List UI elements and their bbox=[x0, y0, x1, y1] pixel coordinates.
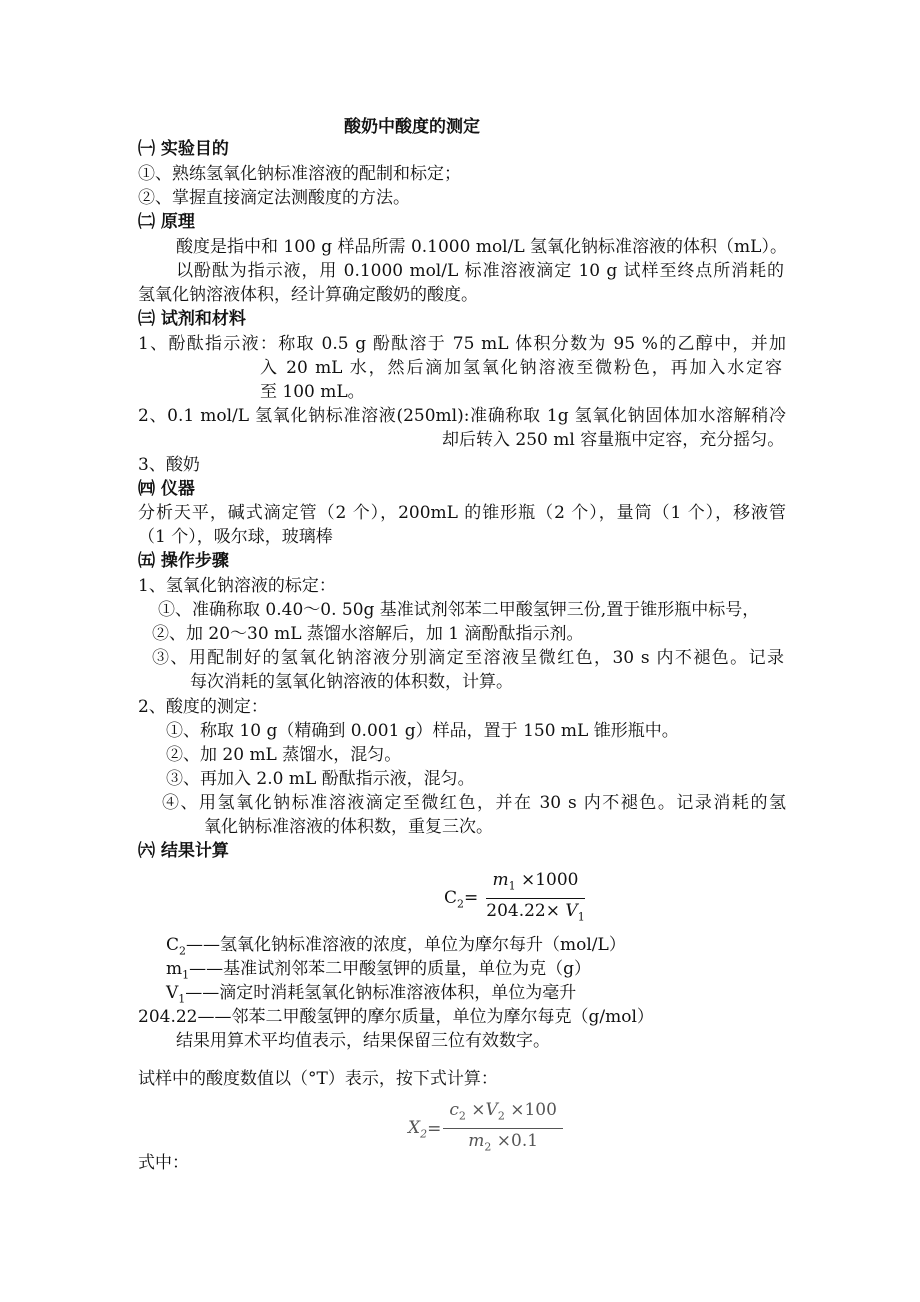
s3-reagent-1c: 至 100 mL。 bbox=[260, 382, 365, 402]
s3-reagent-2b: 却后转入 250 ml 容量瓶中定容，充分摇匀。 bbox=[442, 430, 785, 450]
s5-step-1: 1、氢氧化钠溶液的标定： bbox=[138, 576, 336, 596]
definition-m1: $m_1——$基准试剂邻苯二甲酸氢钾的质量，单位为克（g） bbox=[166, 959, 592, 982]
concentration-formula bbox=[444, 870, 591, 928]
s2-paragraph-1: 酸度是指中和 100 g 样品所需 0.1000 mol/L 氢氧化钠标准溶液的体积（mL）。 bbox=[176, 237, 787, 257]
s3-reagent-1a: 1、酚酞指示液：称取 0.5 g 酚酞溶于 75 mL 体积分数为 95 %的乙醇中，并加 bbox=[138, 334, 786, 354]
s2-paragraph-2a: 以酚酞为指示液，用 0.1000 mol/L 标准溶液滴定 10 g 试样至终点所消耗的 bbox=[176, 261, 784, 281]
s5-step-1-2: ②、加 20～30 mL 蒸馏水溶解后，加 1 滴酚酞指示剂。 bbox=[152, 624, 584, 644]
formula-2-equals: = bbox=[427, 1118, 442, 1139]
s5-step-2-4b: 氧化钠标准溶液的体积数，重复三次。 bbox=[204, 817, 493, 837]
acidity-formula bbox=[408, 1100, 563, 1158]
formula-2-lhs: $X_2$ bbox=[408, 1117, 428, 1141]
s1-item-1: ①、熟练氢氧化钠标准溶液的配制和标定； bbox=[138, 164, 461, 184]
section-5-heading: ㈤ 操作步骤 bbox=[138, 551, 229, 571]
section-6-heading: ㈥ 结果计算 bbox=[138, 841, 229, 861]
s4-line-2: （1 个），吸尔球，玻璃棒 bbox=[138, 527, 333, 547]
section-3-heading: ㈢ 试剂和材料 bbox=[138, 309, 246, 329]
definition-molar-mass: 204.22——邻苯二甲酸氢钾的摩尔质量，单位为摩尔每克（g/mol） bbox=[138, 1007, 654, 1027]
section-4-heading: ㈣ 仪器 bbox=[138, 479, 195, 499]
s3-reagent-1b: 入 20 mL 水，然后滴加氢氧化钠溶液至微粉色，再加入水定容 bbox=[260, 358, 782, 378]
s5-step-1-3a: ③、用配制好的氢氧化钠溶液分别滴定至溶液呈微红色，30 s 内不褪色。记录 bbox=[152, 648, 784, 668]
s5-step-1-1: ①、准确称取 0.40～0. 50g 基准试剂邻苯二甲酸氢钾三份,置于锥形瓶中标号， bbox=[158, 600, 760, 620]
s3-reagent-2a: 2、0.1 mol/L 氢氧化钠标准溶液(250ml):准确称取 1g 氢氧化钠固体加水溶解稍冷 bbox=[138, 406, 786, 426]
s5-step-2-1: ①、称取 10 g（精确到 0.001 g）样品，置于 150 mL 锥形瓶中。 bbox=[166, 721, 679, 741]
section-2-heading: ㈡ 原理 bbox=[138, 212, 195, 232]
s5-step-2-4a: ④、用氢氧化钠标准溶液滴定至微红色，并在 30 s 内不褪色。记录消耗的氢 bbox=[162, 793, 786, 813]
result-note: 结果用算术平均值表示，结果保留三位有效数字。 bbox=[176, 1031, 550, 1051]
s5-step-2-2: ②、加 20 mL 蒸馏水，混匀。 bbox=[166, 745, 402, 765]
definition-c2: $C_2——$氢氧化钠标准溶液的浓度，单位为摩尔每升（mol/L） bbox=[166, 935, 626, 958]
where-label: 式中： bbox=[138, 1153, 189, 1173]
s3-reagent-3: 3、酸奶 bbox=[138, 455, 200, 475]
formula-1-lhs: $C_2=$ bbox=[444, 887, 479, 911]
section-1-heading: ㈠ 实验目的 bbox=[138, 139, 229, 159]
page-title: 酸奶中酸度的测定 bbox=[344, 117, 480, 137]
definition-v1: $V_1——$滴定时消耗氢氧化钠标准溶液体积，单位为毫升 bbox=[166, 983, 577, 1006]
formula-2-fraction: $\frac{c_2 \times V_2 \times 100}{m_2 \times 0.1}$ bbox=[443, 1100, 563, 1158]
formula-1-fraction: $\frac{m_1 \times 1000}{204.22\times V_1}$ bbox=[486, 870, 585, 924]
acidity-intro: 试样中的酸度数值以（°T）表示，按下式计算： bbox=[138, 1069, 498, 1089]
s4-line-1: 分析天平，碱式滴定管（2 个），200mL 的锥形瓶（2 个），量筒（1 个），移液管 bbox=[138, 503, 786, 523]
s1-item-2: ②、掌握直接滴定法测酸度的方法。 bbox=[138, 188, 410, 208]
s2-paragraph-2b: 氢氧化钠溶液体积，经计算确定酸奶的酸度。 bbox=[138, 285, 478, 305]
s5-step-1-3b: 每次消耗的氢氧化钠溶液的体积数，计算。 bbox=[190, 672, 513, 692]
s5-step-2-3: ③、再加入 2.0 mL 酚酞指示液，混匀。 bbox=[166, 769, 475, 789]
s5-step-2: 2、酸度的测定： bbox=[138, 697, 268, 717]
